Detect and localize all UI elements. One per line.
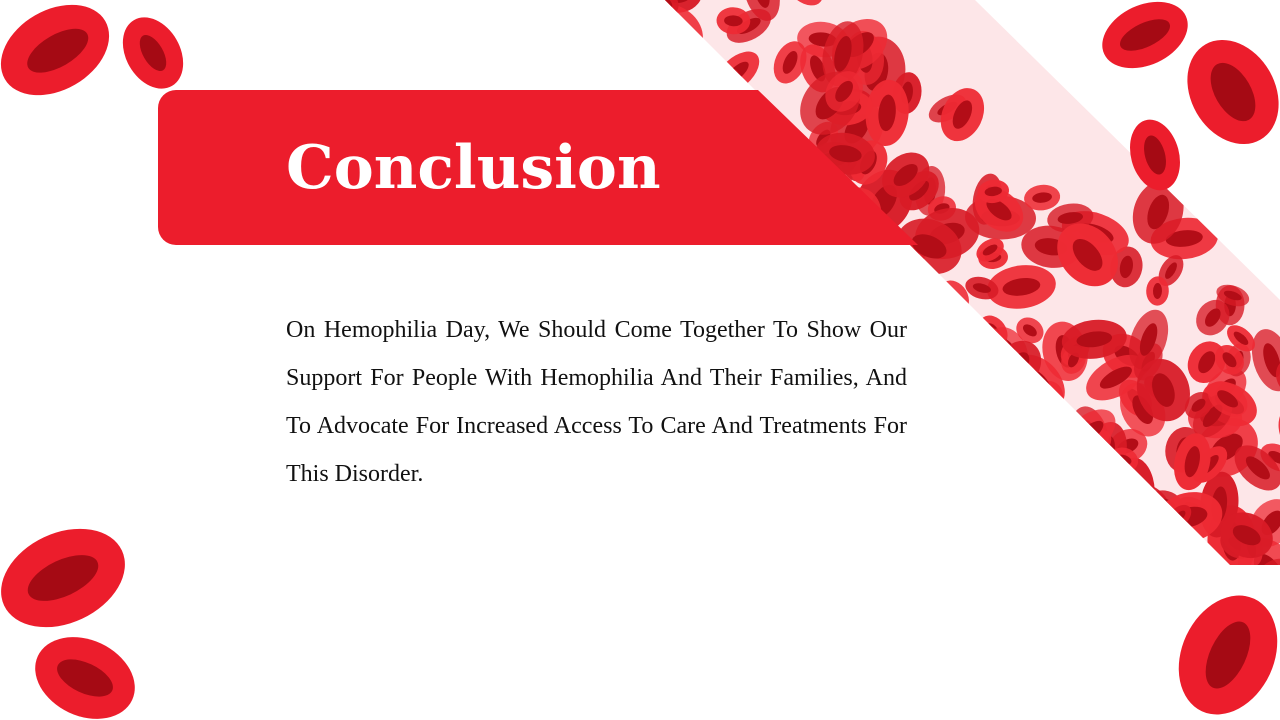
strip-blood-cell [1098, 594, 1139, 639]
slide-body-text: On Hemophilia Day, We Should Come Together To Show Our Support For People With Hemophilia And Their Families, And To Advocate For Increased Access To Care And Treatments For This Disorder. [286, 317, 907, 487]
strip-blood-cell [907, 426, 993, 517]
strip-blood-cell [928, 440, 1010, 514]
strip-blood-cell [1073, 484, 1123, 526]
strip-blood-cell [1089, 484, 1131, 521]
cell-top-right-1 [1092, 0, 1199, 81]
strip-blood-cell [1133, 610, 1173, 662]
strip-blood-cell [621, 33, 656, 75]
cell-top-left-2 [111, 7, 196, 100]
strip-blood-cell [634, 27, 698, 78]
strip-blood-cell [1005, 444, 1072, 507]
strip-blood-cell [1034, 469, 1083, 530]
strip-blood-cell [1042, 439, 1073, 479]
strip-blood-cell [1021, 580, 1072, 638]
strip-blood-cell [1070, 549, 1136, 615]
strip-blood-cell [902, 434, 959, 504]
strip-blood-cell [1047, 431, 1107, 483]
strip-blood-cell [827, 269, 854, 307]
strip-blood-cell [942, 399, 1009, 467]
strip-blood-cell [931, 444, 994, 505]
strip-blood-cell [944, 332, 999, 380]
strip-blood-cell [858, 241, 909, 293]
strip-blood-cell [785, 240, 834, 287]
strip-blood-cell [610, 5, 654, 64]
strip-blood-cell [1239, 569, 1257, 599]
cell-top-left-1 [0, 0, 125, 114]
strip-blood-cell [878, 254, 915, 288]
strip-blood-cell [1102, 574, 1179, 646]
strip-blood-cell [975, 501, 1016, 537]
cell-top-right-2 [1169, 23, 1280, 160]
strip-blood-cell [1026, 434, 1098, 505]
strip-blood-cell [617, 5, 667, 49]
cell-bottom-right [1160, 579, 1280, 720]
strip-blood-cell [1062, 517, 1096, 570]
strip-blood-cell [1068, 627, 1111, 690]
strip-blood-cell [540, 0, 626, 69]
strip-blood-cell [1152, 581, 1191, 622]
strip-blood-cell [921, 340, 1005, 417]
strip-blood-cell [1047, 467, 1095, 529]
strip-blood-cell [1046, 481, 1096, 536]
strip-blood-cell [1091, 524, 1127, 555]
strip-blood-cell [988, 396, 1034, 433]
slide-title: Conclusion [286, 133, 661, 203]
strip-blood-cell [1078, 662, 1120, 694]
strip-blood-cell [911, 317, 961, 361]
strip-blood-cell [1121, 513, 1202, 595]
strip-blood-cell [1062, 661, 1132, 720]
strip-blood-cell [1052, 485, 1129, 557]
strip-blood-cell [908, 463, 994, 552]
cell-bottom-left-1 [0, 510, 141, 647]
strip-blood-cell [1077, 592, 1108, 628]
cell-bottom-left-2 [22, 622, 148, 720]
strip-blood-cell [751, 268, 798, 304]
strip-blood-cell [573, 4, 651, 75]
strip-blood-cell [907, 458, 990, 535]
strip-blood-cell [1014, 490, 1050, 552]
strip-blood-cell [607, 0, 671, 48]
strip-blood-cell [1076, 591, 1127, 652]
strip-blood-cell [1026, 423, 1103, 486]
